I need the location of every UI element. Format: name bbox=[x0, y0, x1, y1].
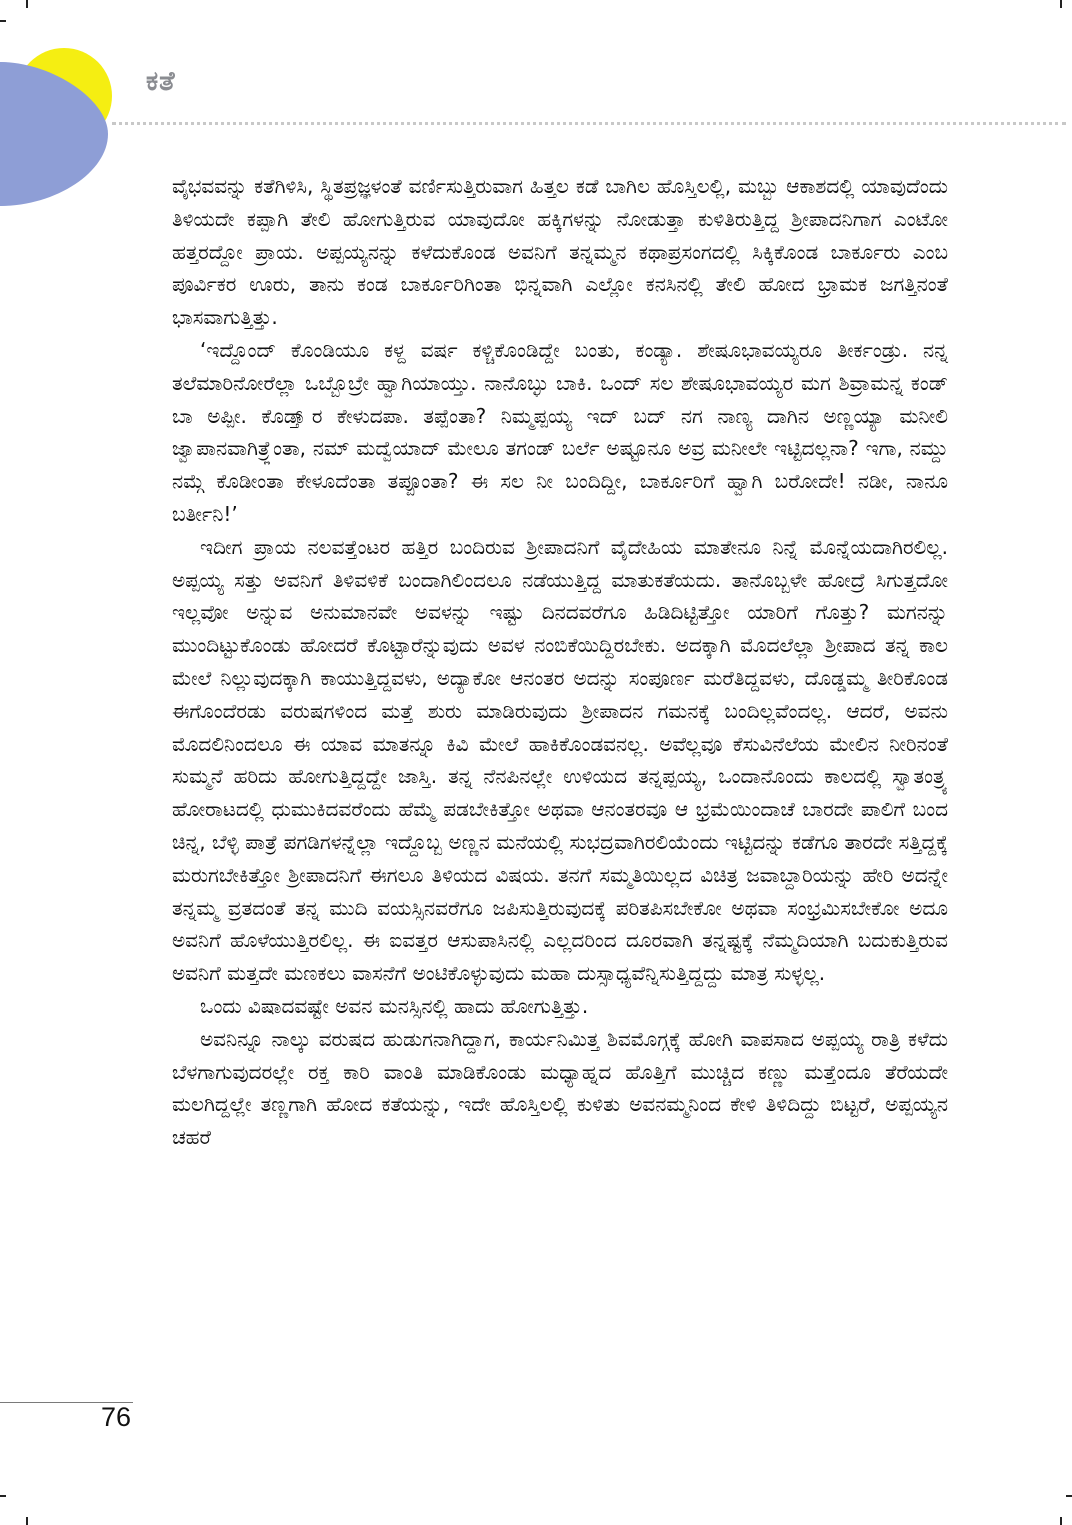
paragraph: ‘ಇದ್ದೊಂದ್ ಕೊಂಡಿಯೂ ಕಳ್ದ ವರ್ಷ ಕಳ್ಚಿಕೊಂಡಿದ್ದೇ ಬಂತು, ಕಂಡ್ಯಾ. ಶೇಷೂಭಾವಯ್ಯರೂ ತೀರ್ಕಂಡ್ರು. ನನ್ನ ತಲೆಮಾರಿನೋರೆಲ್ಲಾ ಒಬ್ಬೊಬ್ರೇ ಹ್ವಾಗಿಯಾಯ್ತು. ನಾನೊಬ್ಳು ಬಾಕಿ. ಒಂದ್ ಸಲ ಶೇಷೂಭಾವಯ್ಯರ ಮಗ ಶಿವ್ರಾಮನ್ನ ಕಂಡ್ ಬಾ ಅಪ್ಪೀ. ಕೊಡ್ತಾ್ರ ಕೇಳುದಪಾ. ತಪ್ಪೆಂತಾ? ನಿಮ್ಮಪ್ಪಯ್ಯ ಇದ್ ಬದ್ ನಗ ನಾಣ್ಯ ದಾಗಿನ ಅಣ್ಣಯ್ಯಾ ಮನೀಲಿ ಜ್ವಾಪಾನವಾಗಿತ್ರ್ಲೆಂತಾ, ನಮ್ ಮದ್ವೆಯಾದ್ ಮೇಲೂ ತಗಂಡ್ ಬರ್ಲೆ ಅಷ್ಟೂನೂ ಅವ್ರ ಮನೀಲೇ ಇಟ್ಟಿದಲ್ಲನಾ? ಇಗಾ, ನಮ್ದು ನಮ್ಗೆ ಕೊಡೀಂತಾ ಕೇಳೂದೆಂತಾ ತಪ್ಪೂಂತಾ? ಈ ಸಲ ನೀ ಬಂದಿದ್ದೀ, ಬಾರ್ಕೂರಿಗೆ ಹ್ವಾಗಿ ಬರೋದೇ! ನಡೀ, ನಾನೂ ಬರ್ತೀನಿ!’ bbox=[172, 337, 948, 526]
page-number: 76 bbox=[101, 1402, 132, 1432]
crop-mark bbox=[1066, 1495, 1072, 1497]
crop-mark bbox=[26, 1517, 28, 1525]
crop-mark bbox=[1060, 0, 1062, 8]
paragraph: ಅವನಿನ್ನೂ ನಾಲ್ಕು ವರುಷದ ಹುಡುಗನಾಗಿದ್ದಾಗ, ಕಾರ್ಯನಿಮಿತ್ತ ಶಿವಮೊಗ್ಗಕ್ಕೆ ಹೋಗಿ ವಾಪಸಾದ ಅಪ್ಪಯ್ಯ ರಾತ್ರಿ ಕಳೆದು ಬೆಳಗಾಗುವುದರಲ್ಲೇ ರಕ್ತ ಕಾರಿ ವಾಂತಿ ಮಾಡಿಕೊಂಡು ಮಧ್ಯಾಹ್ನದ ಹೊತ್ತಿಗೆ ಮುಚ್ಚಿದ ಕಣ್ಣು ಮತ್ತೆಂದೂ ತೆರೆಯದೇ ಮಲಗಿದ್ದಲ್ಲೇ ತಣ್ಣಗಾಗಿ ಹೋದ ಕತೆಯನ್ನು, ಇದೇ ಹೊಸ್ತಿಲಲ್ಲಿ ಕುಳಿತು ಅವನಮ್ಮನಿಂದ ಕೇಳಿ ತಿಳಿದಿದ್ದು ಬಿಟ್ಟರೆ, ಅಪ್ಪಯ್ಯನ ಚಹರೆ bbox=[172, 1026, 948, 1150]
crop-mark bbox=[0, 1495, 6, 1497]
decorative-circles bbox=[0, 0, 160, 210]
paragraph: ವೈಭವವನ್ನು ಕತೆಗಿಳಿಸಿ, ಸ್ಥಿತಪ್ರಜ್ಞಳಂತೆ ವರ್ಣಿಸುತ್ತಿರುವಾಗ ಹಿತ್ತಲ ಕಡೆ ಬಾಗಿಲ ಹೊಸ್ತಿಲಲ್ಲಿ, ಮಬ್ಬು ಆಕಾಶದಲ್ಲಿ ಯಾವುದೆಂದು ತಿಳಿಯದೇ ಕಪ್ಪಾಗಿ ತೇಲಿ ಹೋಗುತ್ತಿರುವ ಯಾವುದೋ ಹಕ್ಕಿಗಳನ್ನು ನೋಡುತ್ತಾ ಕುಳಿತಿರುತ್ತಿದ್ದ ಶ್ರೀಪಾದನಿಗಾಗ ಎಂಟೋ ಹತ್ತರದ್ದೋ ಪ್ರಾಯ. ಅಪ್ಪಯ್ಯನನ್ನು ಕಳೆದುಕೊಂಡ ಅವನಿಗೆ ತನ್ನಮ್ಮನ ಕಥಾಪ್ರಸಂಗದಲ್ಲಿ ಸಿಕ್ಕಿಕೊಂಡ ಬಾರ್ಕೂರು ಎಂಬ ಪೂರ್ವಿಕರ ಊರು, ತಾನು ಕಂಡ ಬಾರ್ಕೂರಿಗಿಂತಾ ಭಿನ್ನವಾಗಿ ಎಲ್ಲೋ ಕನಸಿನಲ್ಲಿ ತೇಲಿ ಹೋದ ಭ್ರಾಮಕ ಜಗತ್ತಿನಂತೆ ಭಾಸವಾಗುತ್ತಿತ್ತು. bbox=[172, 174, 948, 330]
crop-mark bbox=[1060, 1517, 1062, 1525]
header-dotted-divider bbox=[112, 122, 1066, 125]
article-body bbox=[172, 170, 948, 1154]
section-title: ಕತೆ bbox=[146, 66, 176, 97]
paragraph: ಇದೀಗ ಪ್ರಾಯ ನಲವತ್ತೆಂಟರ ಹತ್ತಿರ ಬಂದಿರುವ ಶ್ರೀಪಾದನಿಗೆ ವೈದೇಹಿಯ ಮಾತೇನೂ ನಿನ್ನೆ ಮೊನ್ನೆಯದಾಗಿರಲಿಲ್ಲ. ಅಪ್ಪಯ್ಯ ಸತ್ತು ಅವನಿಗೆ ತಿಳಿವಳಿಕೆ ಬಂದಾಗಿಲಿಂದಲೂ ನಡೆಯುತ್ತಿದ್ದ ಮಾತುಕತೆಯದು. ತಾನೊಬ್ಬಳೇ ಹೋದ್ರೆ ಸಿಗುತ್ತದೋ ಇಲ್ಲವೋ ಅನ್ನುವ ಅನುಮಾನವೇ ಅವಳನ್ನು ಇಷ್ಟು ದಿನದವರೆಗೂ ಹಿಡಿದಿಟ್ಟಿತ್ತೋ ಯಾರಿಗೆ ಗೊತ್ತು? ಮಗನನ್ನು ಮುಂದಿಟ್ಟುಕೊಂಡು ಹೋದರೆ ಕೊಟ್ಟಾರೆನ್ನುವುದು ಅವಳ ನಂಬಿಕೆಯಿದ್ದಿರಬೇಕು. ಅದಕ್ಕಾಗಿ ಮೊದಲೆಲ್ಲಾ ಶ್ರೀಪಾದ ತನ್ನ ಕಾಲ ಮೇಲೆ ನಿಲ್ಲುವುದಕ್ಕಾಗಿ ಕಾಯುತ್ತಿದ್ದವಳು, ಅದ್ಯಾಕೋ ಆನಂತರ ಅದನ್ನು ಸಂಪೂರ್ಣ ಮರೆತಿದ್ದವಳು, ದೊಡ್ಡಮ್ಮ ತೀರಿಕೊಂಡ ಈಗೊಂದೆರಡು ವರುಷಗಳಿಂದ ಮತ್ತೆ ಶುರು ಮಾಡಿರುವುದು ಶ್ರೀಪಾದನ ಗಮನಕ್ಕೆ ಬಂದಿಲ್ಲವೆಂದಲ್ಲ. ಆದರೆ, ಅವನು ಮೊದಲಿನಿಂದಲೂ ಈ ಯಾವ ಮಾತನ್ನೂ ಕಿವಿ ಮೇಲೆ ಹಾಕಿಕೊಂಡವನಲ್ಲ. ಅವೆಲ್ಲವೂ ಕೆಸುವಿನೆಲೆಯ ಮೇಲಿನ ನೀರಿನಂತೆ ಸುಮ್ಮನೆ ಹರಿದು ಹೋಗುತ್ತಿದ್ದದ್ದೇ ಜಾಸ್ತಿ. ತನ್ನ ನೆನಪಿನಲ್ಲೇ ಉಳಿಯದ ತನ್ನಪ್ಪಯ್ಯ, ಒಂದಾನೊಂದು ಕಾಲದಲ್ಲಿ ಸ್ವಾತಂತ್ರ್ಯ ಹೋರಾಟದಲ್ಲಿ ಧುಮುಕಿದವರೆಂದು ಹೆಮ್ಮೆ ಪಡಬೇಕಿತ್ತೋ ಅಥವಾ ಆನಂತರವೂ ಆ ಭ್ರಮೆಯಿಂದಾಚೆ ಬಾರದೇ ಪಾಲಿಗೆ ಬಂದ ಚಿನ್ನ, ಬೆಳ್ಳಿ ಪಾತ್ರೆ ಪಗಡಿಗಳನ್ನೆಲ್ಲಾ ಇದ್ದೊಬ್ಬ ಅಣ್ಣನ ಮನೆಯಲ್ಲಿ ಸುಭದ್ರವಾಗಿರಲಿಯೆಂದು ಇಟ್ಟಿದನ್ನು ಕಡೆಗೂ ತಾರದೇ ಸತ್ತಿದ್ದಕ್ಕೆ ಮರುಗಬೇಕಿತ್ತೋ ಶ್ರೀಪಾದನಿಗೆ ಈಗಲೂ ತಿಳಿಯದ ವಿಷಯ. ತನಗೆ ಸಮ್ಮತಿಯಿಲ್ಲದ ವಿಚಿತ್ರ ಜವಾಬ್ದಾರಿಯನ್ನು ಹೇರಿ ಅದನ್ನೇ ತನ್ನಮ್ಮ ವ್ರತದಂತೆ ತನ್ನ ಮುದಿ ವಯಸ್ಸಿನವರೆಗೂ ಜಪಿಸುತ್ತಿರುವುದಕ್ಕೆ ಪರಿತಪಿಸಬೇಕೋ ಅಥವಾ ಸಂಭ್ರಮಿಸಬೇಕೋ ಅದೂ ಅವನಿಗೆ ಹೊಳೆಯುತ್ತಿರಲಿಲ್ಲ. ಈ ಐವತ್ತರ ಆಸುಪಾಸಿನಲ್ಲಿ ಎಲ್ಲದರಿಂದ ದೂರವಾಗಿ ತನ್ನಷ್ಟಕ್ಕೆ ನೆಮ್ಮದಿಯಾಗಿ ಬದುಕುತ್ತಿರುವ ಅವನಿಗೆ ಮತ್ತದೇ ಮಣಕಲು ವಾಸನೆಗೆ ಅಂಟಿಕೊಳ್ಳುವುದು ಮಹಾ ದುಸ್ಸಾಧ್ಯವೆನ್ನಿಸುತ್ತಿದ್ದದ್ದು ಮಾತ್ರ ಸುಳ್ಳಲ್ಲ. bbox=[172, 534, 948, 986]
paragraph: ಒಂದು ವಿಷಾದವಷ್ಟೇ ಅವನ ಮನಸ್ಸಿನಲ್ಲಿ ಹಾದು ಹೋಗುತ್ತಿತ್ತು. bbox=[200, 993, 589, 1018]
